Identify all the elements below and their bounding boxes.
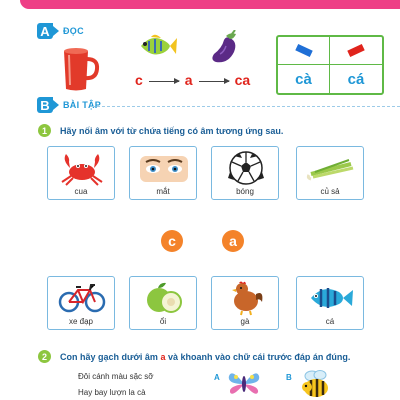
card-caption: mắt	[156, 187, 170, 196]
exercise-2-text: Con hãy gạch dưới âm a và khoanh vào chữ cái trước đáp án đúng.	[60, 351, 351, 362]
riddle-verse	[78, 369, 154, 400]
fish-icon	[305, 280, 357, 316]
card-ga[interactable]	[211, 276, 279, 330]
arrow-icon	[199, 81, 229, 82]
section-b-label: BÀI TẬP	[63, 100, 102, 110]
sound-a[interactable]: a	[222, 230, 244, 252]
card-mat[interactable]	[129, 146, 197, 200]
section-b-letter: B	[37, 97, 53, 113]
ball-icon	[220, 150, 272, 186]
option-b-letter[interactable]: B	[286, 373, 292, 382]
card-ca[interactable]	[296, 276, 364, 330]
syllable-row	[135, 72, 250, 88]
exercise-2-instruction	[38, 350, 350, 363]
exercise-1-number: 1	[38, 124, 51, 137]
section-a-header	[37, 22, 84, 40]
section-b-rule	[92, 106, 400, 107]
banner-strip	[20, 0, 400, 9]
top-banner	[0, 0, 400, 12]
eggplant-icon	[208, 30, 242, 66]
card-caption: cua	[74, 187, 88, 196]
verse-line: Đôi cánh màu sặc sỡ	[78, 372, 154, 381]
acute-mark-icon	[347, 44, 364, 57]
exercise-2-number: 2	[38, 350, 51, 363]
card-cua[interactable]	[47, 146, 115, 200]
section-b-header	[37, 96, 101, 114]
crab-icon	[56, 150, 108, 186]
guava-icon	[138, 280, 190, 316]
card-bong[interactable]	[211, 146, 279, 200]
bee-icon[interactable]	[298, 368, 334, 400]
exercise-1-instruction	[38, 124, 283, 137]
tone-mark-acute-cell	[330, 37, 382, 65]
section-a-label: ĐỌC	[63, 26, 84, 36]
eyes-icon	[138, 150, 190, 186]
butterfly-icon[interactable]	[226, 368, 262, 400]
sound-c[interactable]: c	[161, 230, 183, 252]
tone-table	[276, 35, 384, 95]
bicycle-icon	[56, 280, 108, 316]
card-caption: xe đạp	[68, 317, 94, 326]
card-caption: cá	[325, 317, 335, 326]
highlight-letter: a	[160, 351, 166, 362]
syllable-vowel: a	[184, 72, 193, 88]
arrow-icon	[149, 81, 179, 82]
card-oi[interactable]	[129, 276, 197, 330]
card-xe-dap[interactable]	[47, 276, 115, 330]
card-caption: củ sả	[320, 187, 340, 196]
tone-word-ca-acute: cá	[347, 70, 365, 88]
exercise-1-text: Hãy nối âm với từ chứa tiếng có âm tương ứng sau.	[60, 125, 284, 136]
option-a-letter[interactable]: A	[214, 373, 220, 382]
syllable-consonant: c	[135, 72, 143, 88]
tone-word-ca-grave: cà	[278, 65, 330, 93]
section-a-letter: A	[37, 23, 53, 39]
tone-mark-grave-cell	[278, 37, 330, 65]
card-cu-sa[interactable]	[296, 146, 364, 200]
verse-line: Hay bay lượn la cà	[78, 388, 146, 397]
chicken-icon	[220, 280, 272, 316]
scallion-icon	[305, 150, 357, 186]
fish-icon	[137, 32, 177, 60]
grave-mark-icon	[295, 44, 312, 57]
cup-icon	[58, 45, 102, 93]
card-caption: bóng	[236, 187, 254, 196]
card-caption: ổi	[159, 317, 167, 326]
syllable-word: ca	[234, 72, 251, 88]
card-caption: gà	[240, 317, 250, 326]
